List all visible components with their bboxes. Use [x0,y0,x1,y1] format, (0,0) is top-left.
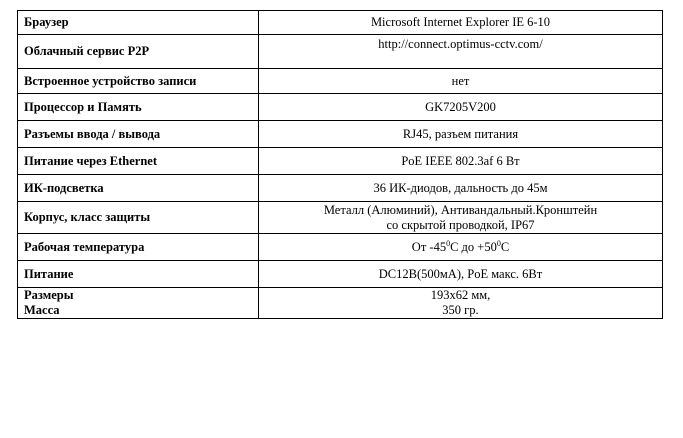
spec-label: Питание [18,261,259,288]
spec-value: Microsoft Internet Explorer IE 6-10 [259,11,663,35]
temp-unit: C [500,239,510,254]
spec-value [259,202,663,234]
value-line: Металл (Алюминий), Антивандальный.Кронштейн [323,202,598,217]
temp-unit: C [450,239,459,254]
table-row [18,202,663,234]
spec-label: Питание через Ethernet [18,148,259,175]
temp-to: до +50 [458,239,497,254]
spec-label [18,288,259,319]
temp-from: От -45 [411,239,447,254]
spec-label: Облачный сервис P2P [18,35,259,69]
spec-value: DC12В(500мА), PoE макс. 6Вт [259,261,663,288]
spec-label: Разъемы ввода / вывода [18,121,259,148]
spec-value: нет [259,69,663,94]
degree-mark: 0 [446,238,451,248]
table-row [18,35,663,69]
table-row [18,94,663,121]
spec-label: ИК-подсветка [18,175,259,202]
label-line: Масса [24,303,60,317]
spec-label: Корпус, класс защиты [18,202,259,234]
spec-value: GK7205V200 [259,94,663,121]
table-row [18,121,663,148]
table-row [18,11,663,35]
spec-value [259,234,663,261]
spec-label: Браузер [18,11,259,35]
table-row [18,69,663,94]
spec-label: Встроенное устройство записи [18,69,259,94]
table-row [18,175,663,202]
value-line: 193х62 мм, [430,288,491,302]
label-line: Размеры [24,288,74,302]
spec-value [259,288,663,319]
table-row [18,261,663,288]
table-row [18,288,663,319]
p2p-url: http://connect.optimus-cctv.com/ [378,37,543,51]
table-row [18,234,663,261]
value-line: со скрытой проводкой, IP67 [386,217,535,232]
spec-label: Процессор и Память [18,94,259,121]
spec-value: RJ45, разъем питания [259,121,663,148]
degree-mark: 0 [496,238,501,248]
spec-value: 36 ИК-диодов, дальность до 45м [259,175,663,202]
spec-label: Рабочая температура [18,234,259,261]
spec-table [17,10,663,319]
spec-value [259,35,663,69]
table-row [18,148,663,175]
spec-value: PoE IEEE 802.3af 6 Вт [259,148,663,175]
value-line: 350 гр. [442,303,479,317]
